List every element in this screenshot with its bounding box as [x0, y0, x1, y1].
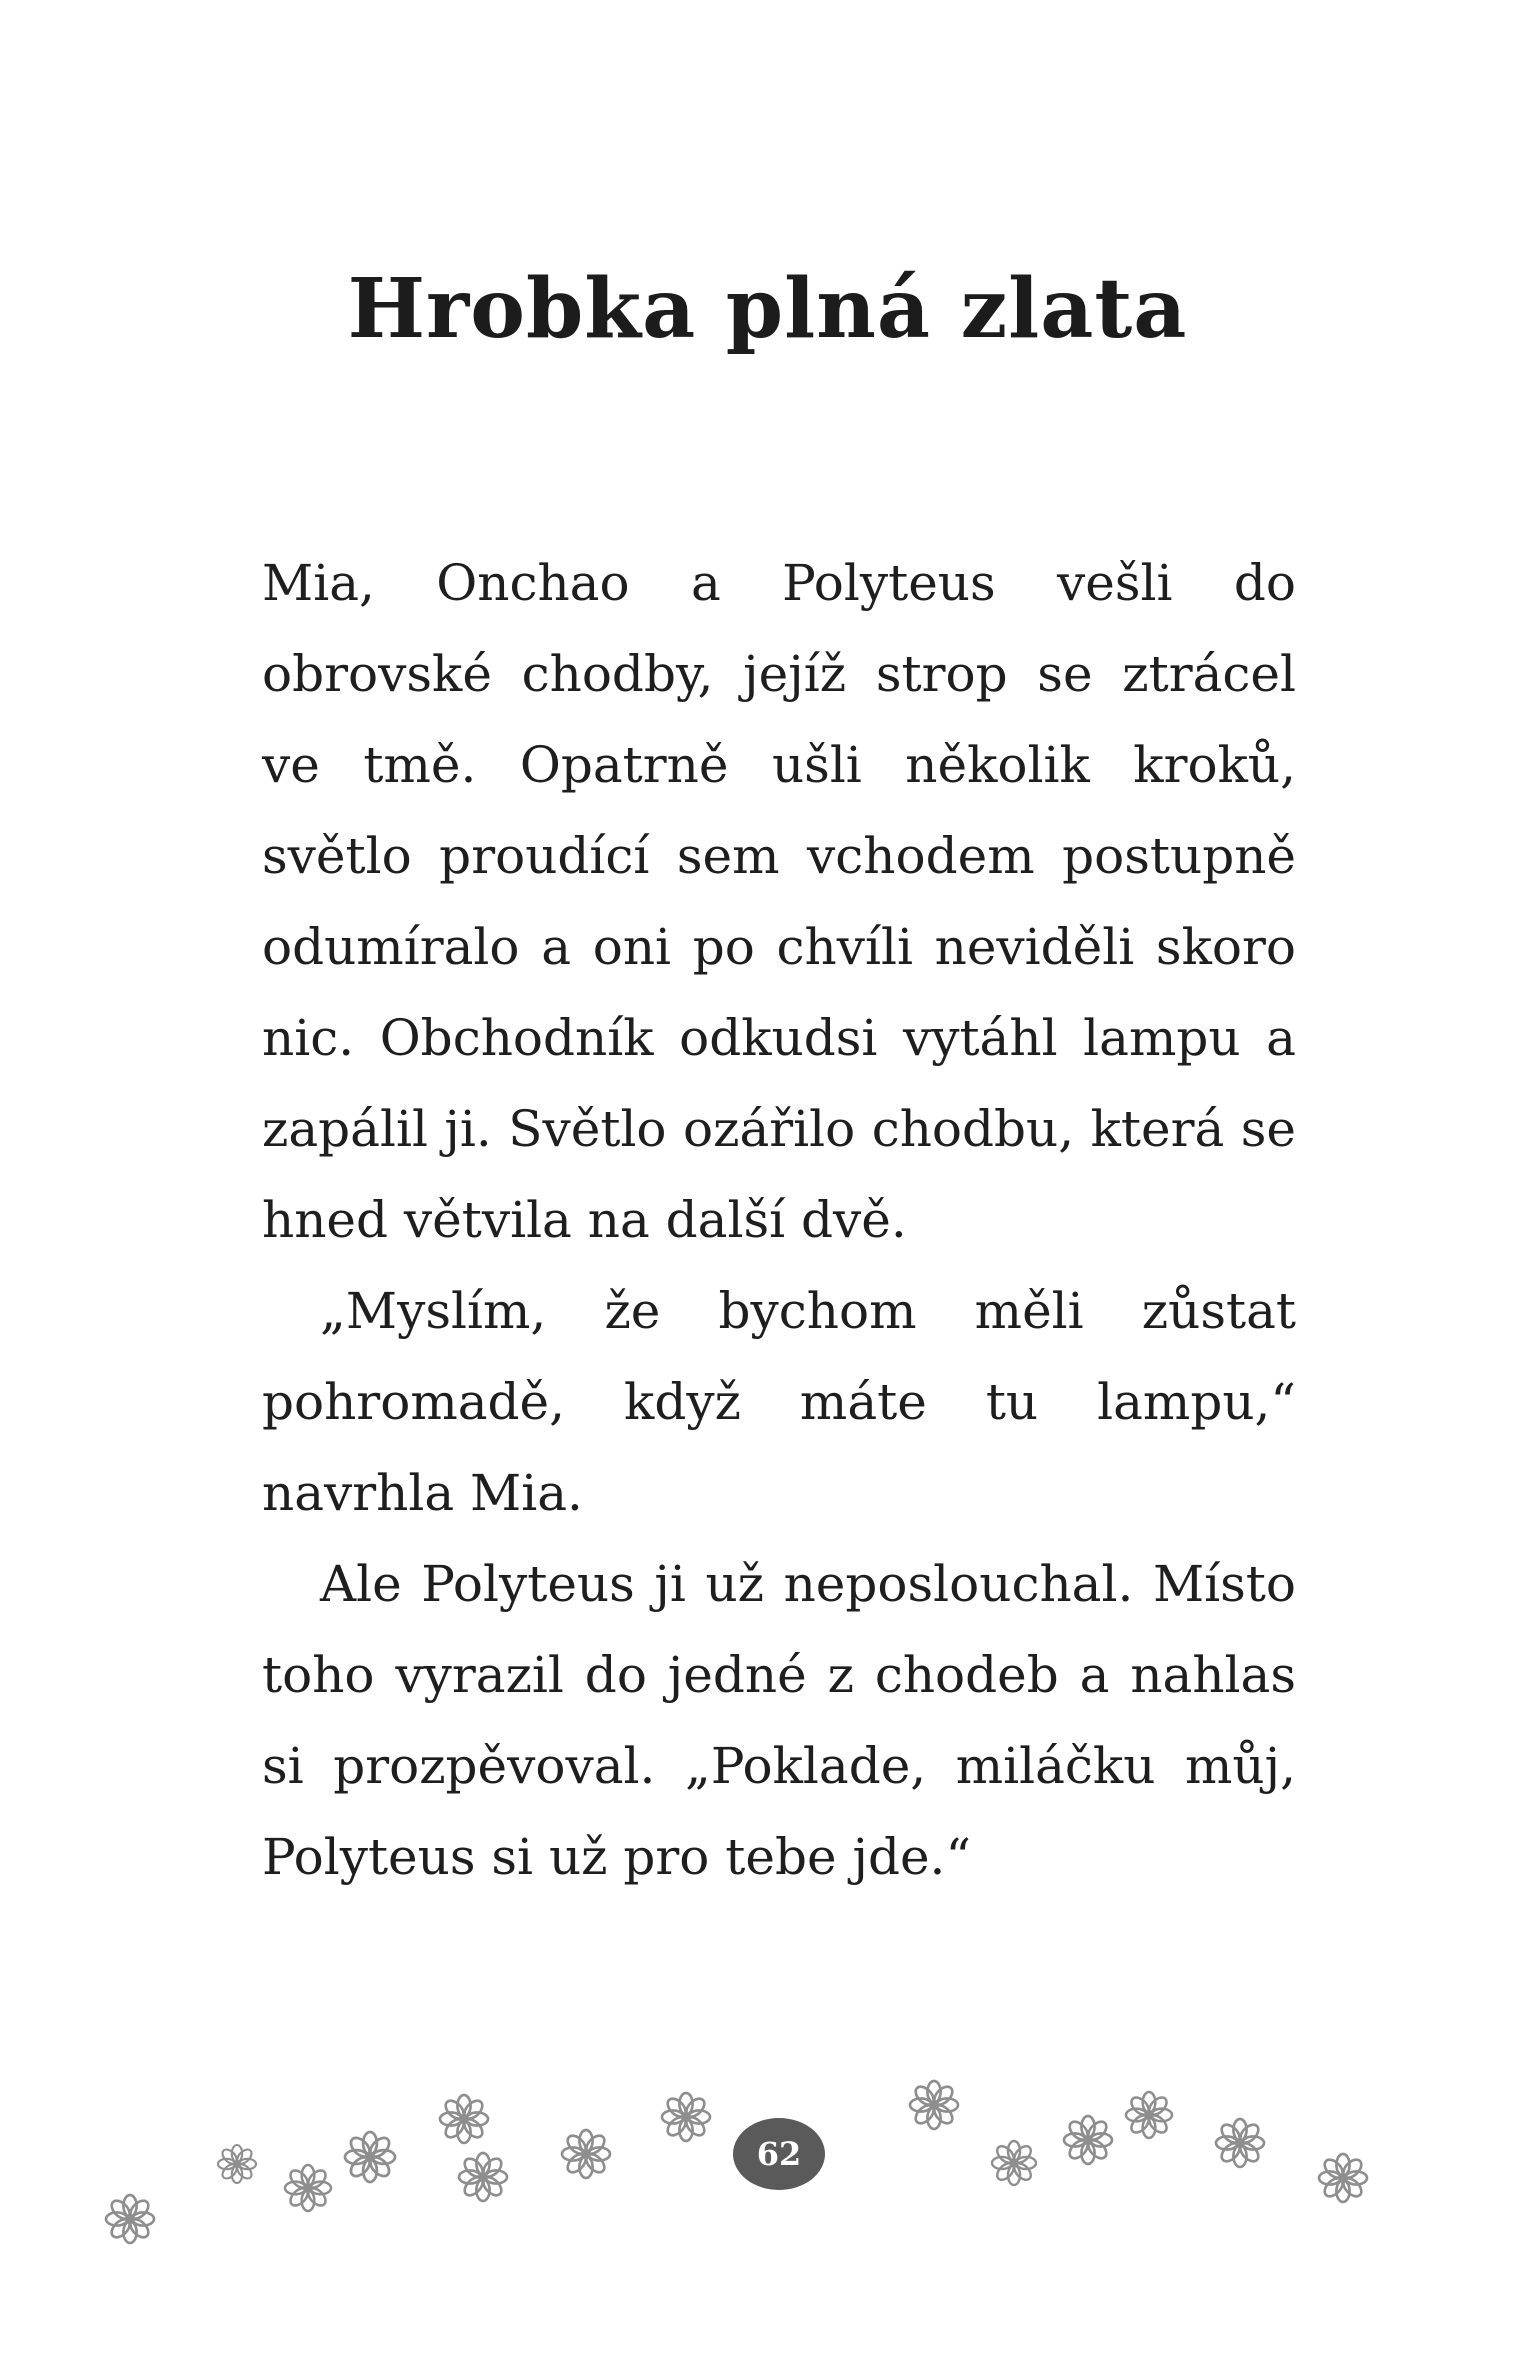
paragraph-2: „Myslím, že bychom měli zůstat pohromadě, když máte tu lampu,“ navrhla Mia. [262, 1282, 1296, 1522]
chapter-body [262, 538, 1296, 1903]
paragraph-3: Ale Polyteus ji už neposlouchal. Místo toho vyrazil do jedné z chodeb a nahlas si prozpěvoval. „Poklade, miláčku můj, Polyteus si už pro tebe jde.“ [262, 1555, 1296, 1886]
paragraph-1: Mia, Onchao a Polyteus vešli do obrovské chodby, jejíž strop se ztrácel ve tmě. Opatrně ušli několik kroků, světlo proudící sem vchodem postupně odumíralo a oni po chvíli neviděli skoro nic. Obchodník odkudsi vytáhl lampu a zapálil ji. Světlo ozářilo chodbu, která se hned větvila na další dvě. [262, 554, 1296, 1249]
page-footer [0, 2050, 1535, 2270]
page-number-badge: 62 [733, 2118, 825, 2190]
chapter-title: Hrobka plná zlata [347, 261, 1188, 357]
